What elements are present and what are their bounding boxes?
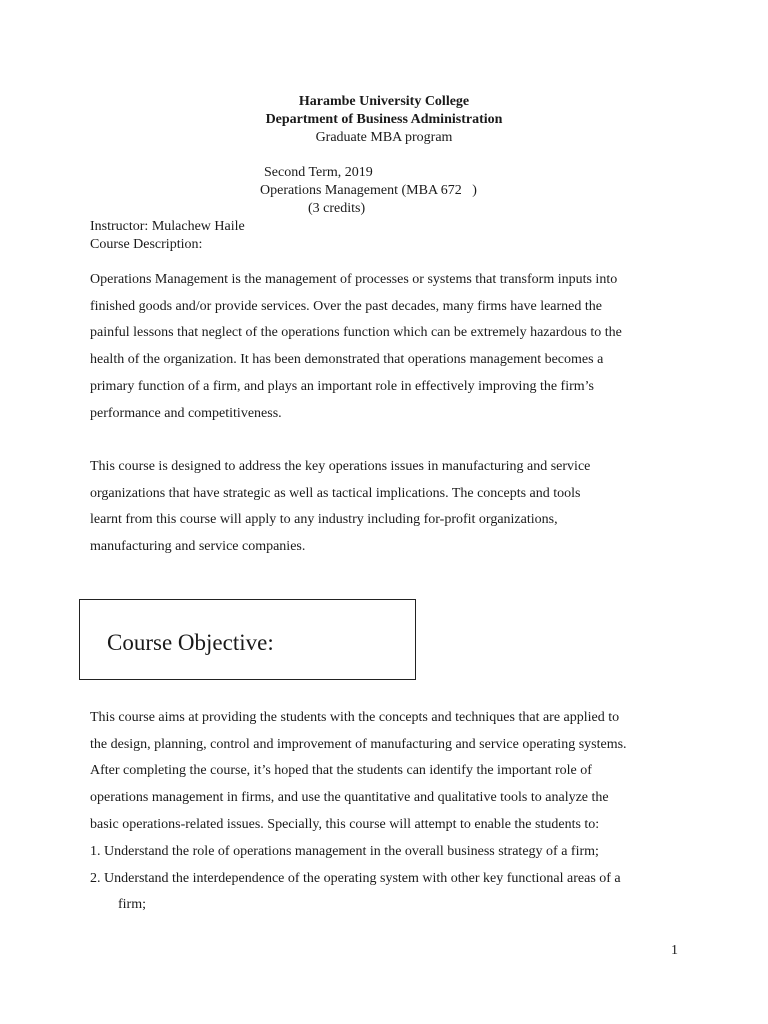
- list-item-continuation: firm;: [118, 897, 146, 913]
- program-name: Graduate MBA program: [315, 130, 453, 145]
- text-line: Operations Management is the management of processes or systems that transform inputs into: [90, 272, 618, 287]
- credits-label: (3 credits): [308, 201, 366, 216]
- text-line: primary function of a firm, and plays an important role in effectively improving the firm’s: [90, 378, 594, 394]
- objective-paragraph: [90, 705, 690, 839]
- department-name: Department of Business Administration: [265, 112, 503, 127]
- text-line: painful lessons that neglect of the operations function which can be extremely hazardous to the: [90, 325, 622, 341]
- text-line: basic operations-related issues. Specially, this course will attempt to enable the students to:: [90, 816, 600, 832]
- instructor-label: Instructor: Mulachew Haile: [90, 219, 245, 234]
- institution-name: Harambe University College: [298, 94, 470, 109]
- text-line: finished goods and/or provide services. Over the past decades, many firms have learned the: [90, 298, 602, 314]
- text-line: health of the organization. It has been demonstrated that operations management becomes a: [90, 352, 604, 368]
- course-description-heading: Course Description:: [90, 237, 203, 252]
- text-line: operations management in firms, and use the quantitative and qualitative tools to analyze the: [90, 790, 609, 806]
- text-line: performance and competitiveness.: [90, 405, 282, 421]
- description-paragraph-2: [90, 454, 690, 561]
- objective-list: [90, 839, 690, 919]
- text-line: the design, planning, control and improvement of manufacturing and service operating systems.: [90, 736, 627, 752]
- text-line: organizations that have strategic as well as tactical implications. The concepts and tools: [90, 485, 581, 501]
- course-objective-heading: Course Objective:: [107, 630, 274, 655]
- course-title: Operations Management (MBA 672 ): [260, 183, 477, 198]
- course-objective-box: [79, 599, 416, 680]
- text-line: learnt from this course will apply to any industry including for-profit organizations,: [90, 512, 558, 528]
- text-line: This course is designed to address the key operations issues in manufacturing and service: [90, 459, 591, 474]
- list-item: 2. Understand the interdependence of the operating system with other key functional areas of a: [90, 870, 621, 886]
- list-item: 1. Understand the role of operations management in the overall business strategy of a firm;: [90, 844, 599, 859]
- text-line: This course aims at providing the students with the concepts and techniques that are applied to: [90, 710, 620, 725]
- description-paragraph-1: [90, 267, 690, 427]
- term-label: Second Term, 2019: [264, 165, 373, 180]
- page-number: 1: [671, 943, 678, 958]
- text-line: After completing the course, it’s hoped that the students can identify the important role of: [90, 763, 592, 779]
- text-line: manufacturing and service companies.: [90, 539, 306, 555]
